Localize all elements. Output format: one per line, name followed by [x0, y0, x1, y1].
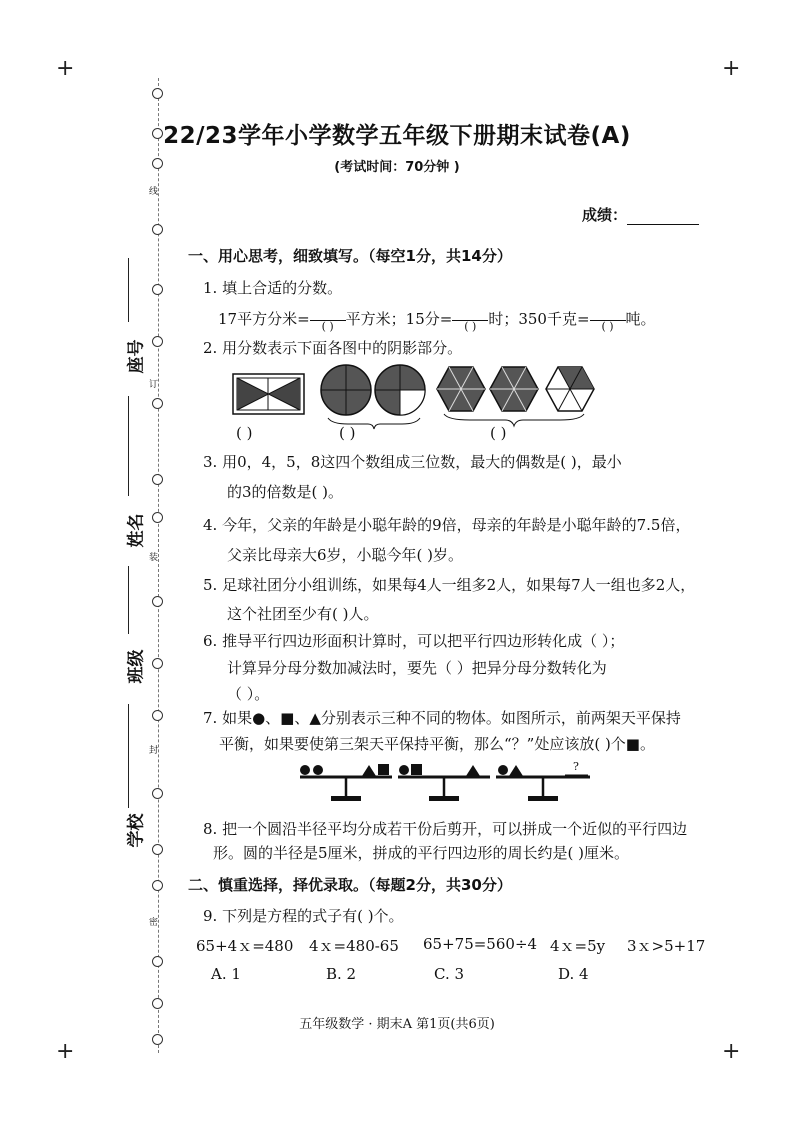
side-label-school: 学校 — [126, 813, 147, 848]
side-label-class: 班级 — [126, 649, 147, 684]
question-8-line-1: 8. 把一个圆沿半径平均分成若干份后剪开，可以拼成一个近似的平行四边 — [203, 820, 688, 838]
question-5-line-2: 这个社团至少有( )人。 — [227, 605, 379, 623]
fraction-blank-bottom: ( ) — [321, 319, 334, 333]
binding-char: 密 — [149, 915, 158, 928]
q2-answer-blank-1[interactable]: ( ) — [236, 424, 253, 442]
question-6-line-3: （ ）。 — [227, 685, 270, 703]
q1-text-a: 17平方分米= — [218, 310, 310, 328]
question-9-stem: 9. 下列是方程的式子有( )个。 — [203, 907, 404, 925]
question-8-line-2: 形。圆的半径是5厘米，拼成的平行四边形的周长约是( )厘米。 — [213, 844, 630, 862]
question-5-line-1: 5. 足球社团分小组训练，如果每4人一组多2人，如果每7人一组也多2人， — [203, 576, 696, 594]
side-label-name: 姓名 — [126, 513, 147, 548]
question-3-line-1: 3. 用0，4，5，8这四个数组成三位数，最大的偶数是( )，最小 — [203, 453, 622, 471]
balance-scale-1 — [300, 764, 392, 801]
exam-title: 22/23学年小学数学五年级下册期末试卷(A) — [163, 123, 631, 149]
binding-char: 封 — [149, 743, 158, 756]
q9-expression-3: 65+75=560÷4 — [423, 935, 538, 953]
question-3-line-2: 的3的倍数是( )。 — [227, 483, 344, 501]
balance-scale-2 — [398, 764, 490, 801]
crop-mark-bottom-left: + — [56, 1039, 75, 1064]
binding-char: 线 — [149, 184, 158, 197]
q1-text-b: 平方米；15分= — [345, 310, 453, 328]
q9-option-a[interactable]: A. 1 — [211, 965, 241, 983]
crop-mark-top-left: + — [56, 56, 75, 81]
binding-char: 订 — [149, 377, 158, 390]
question-6-line-1: 6. 推导平行四边形面积计算时，可以把平行四边形转化成（ ）； — [203, 632, 625, 650]
side-label-seat-number: 座号 — [126, 339, 147, 374]
question-6-line-2: 计算异分母分数加减法时，要先（ ）把异分母分数转化为 — [227, 659, 607, 677]
section-2-heading: 二、慎重选择，择优录取。（每题2分，共30分） — [188, 876, 512, 894]
q1-text-c: 时；350千克= — [488, 310, 590, 328]
q9-option-c[interactable]: C. 3 — [434, 965, 465, 983]
question-7-line-2: 平衡，如果要使第三架天平保持平衡，那么“？”处应该放( )个■。 — [219, 735, 655, 753]
score-label: 成绩： — [582, 206, 628, 224]
q9-option-d[interactable]: D. 4 — [558, 965, 589, 983]
crop-mark-top-right: + — [722, 56, 741, 81]
q2-answer-blank-2[interactable]: ( ) — [339, 424, 356, 442]
question-2-stem: 2. 用分数表示下面各图中的阴影部分。 — [203, 339, 463, 357]
q9-option-b[interactable]: B. 2 — [326, 965, 357, 983]
q1-text-d: 吨。 — [625, 310, 656, 328]
fraction-blank-bottom: ( ) — [601, 319, 614, 333]
q2-answer-blank-3[interactable]: ( ) — [490, 424, 507, 442]
crop-mark-bottom-right: + — [722, 1039, 741, 1064]
question-1-stem: 1. 填上合适的分数。 — [203, 279, 343, 297]
question-7-line-1: 7. 如果●、■、▲分别表示三种不同的物体。如图所示，前两架天平保持 — [203, 709, 681, 727]
question-4-line-2: 父亲比母亲大6岁，小聪今年( )岁。 — [227, 546, 464, 564]
q9-expression-1: 65+4ｘ=480 — [196, 937, 294, 955]
binding-char: 装 — [149, 550, 158, 563]
question-4-line-1: 4. 今年，父亲的年龄是小聪年龄的9倍，母亲的年龄是小聪年龄的7.5倍， — [203, 516, 691, 534]
balance-question-mark: ? — [573, 760, 579, 773]
section-1-heading: 一、用心思考，细致填写。（每空1分，共14分） — [188, 247, 512, 265]
q9-expression-4: 4ｘ=5y — [550, 937, 606, 955]
exam-time: (考试时间：70分钟 ) — [334, 160, 460, 175]
q9-expression-5: 3ｘ>5+17 — [627, 937, 706, 955]
page-footer: 五年级数学 · 期末A 第1页(共6页) — [299, 1017, 495, 1032]
q9-expression-2: 4ｘ=480-65 — [309, 937, 399, 955]
fraction-blank-bottom: ( ) — [464, 319, 477, 333]
